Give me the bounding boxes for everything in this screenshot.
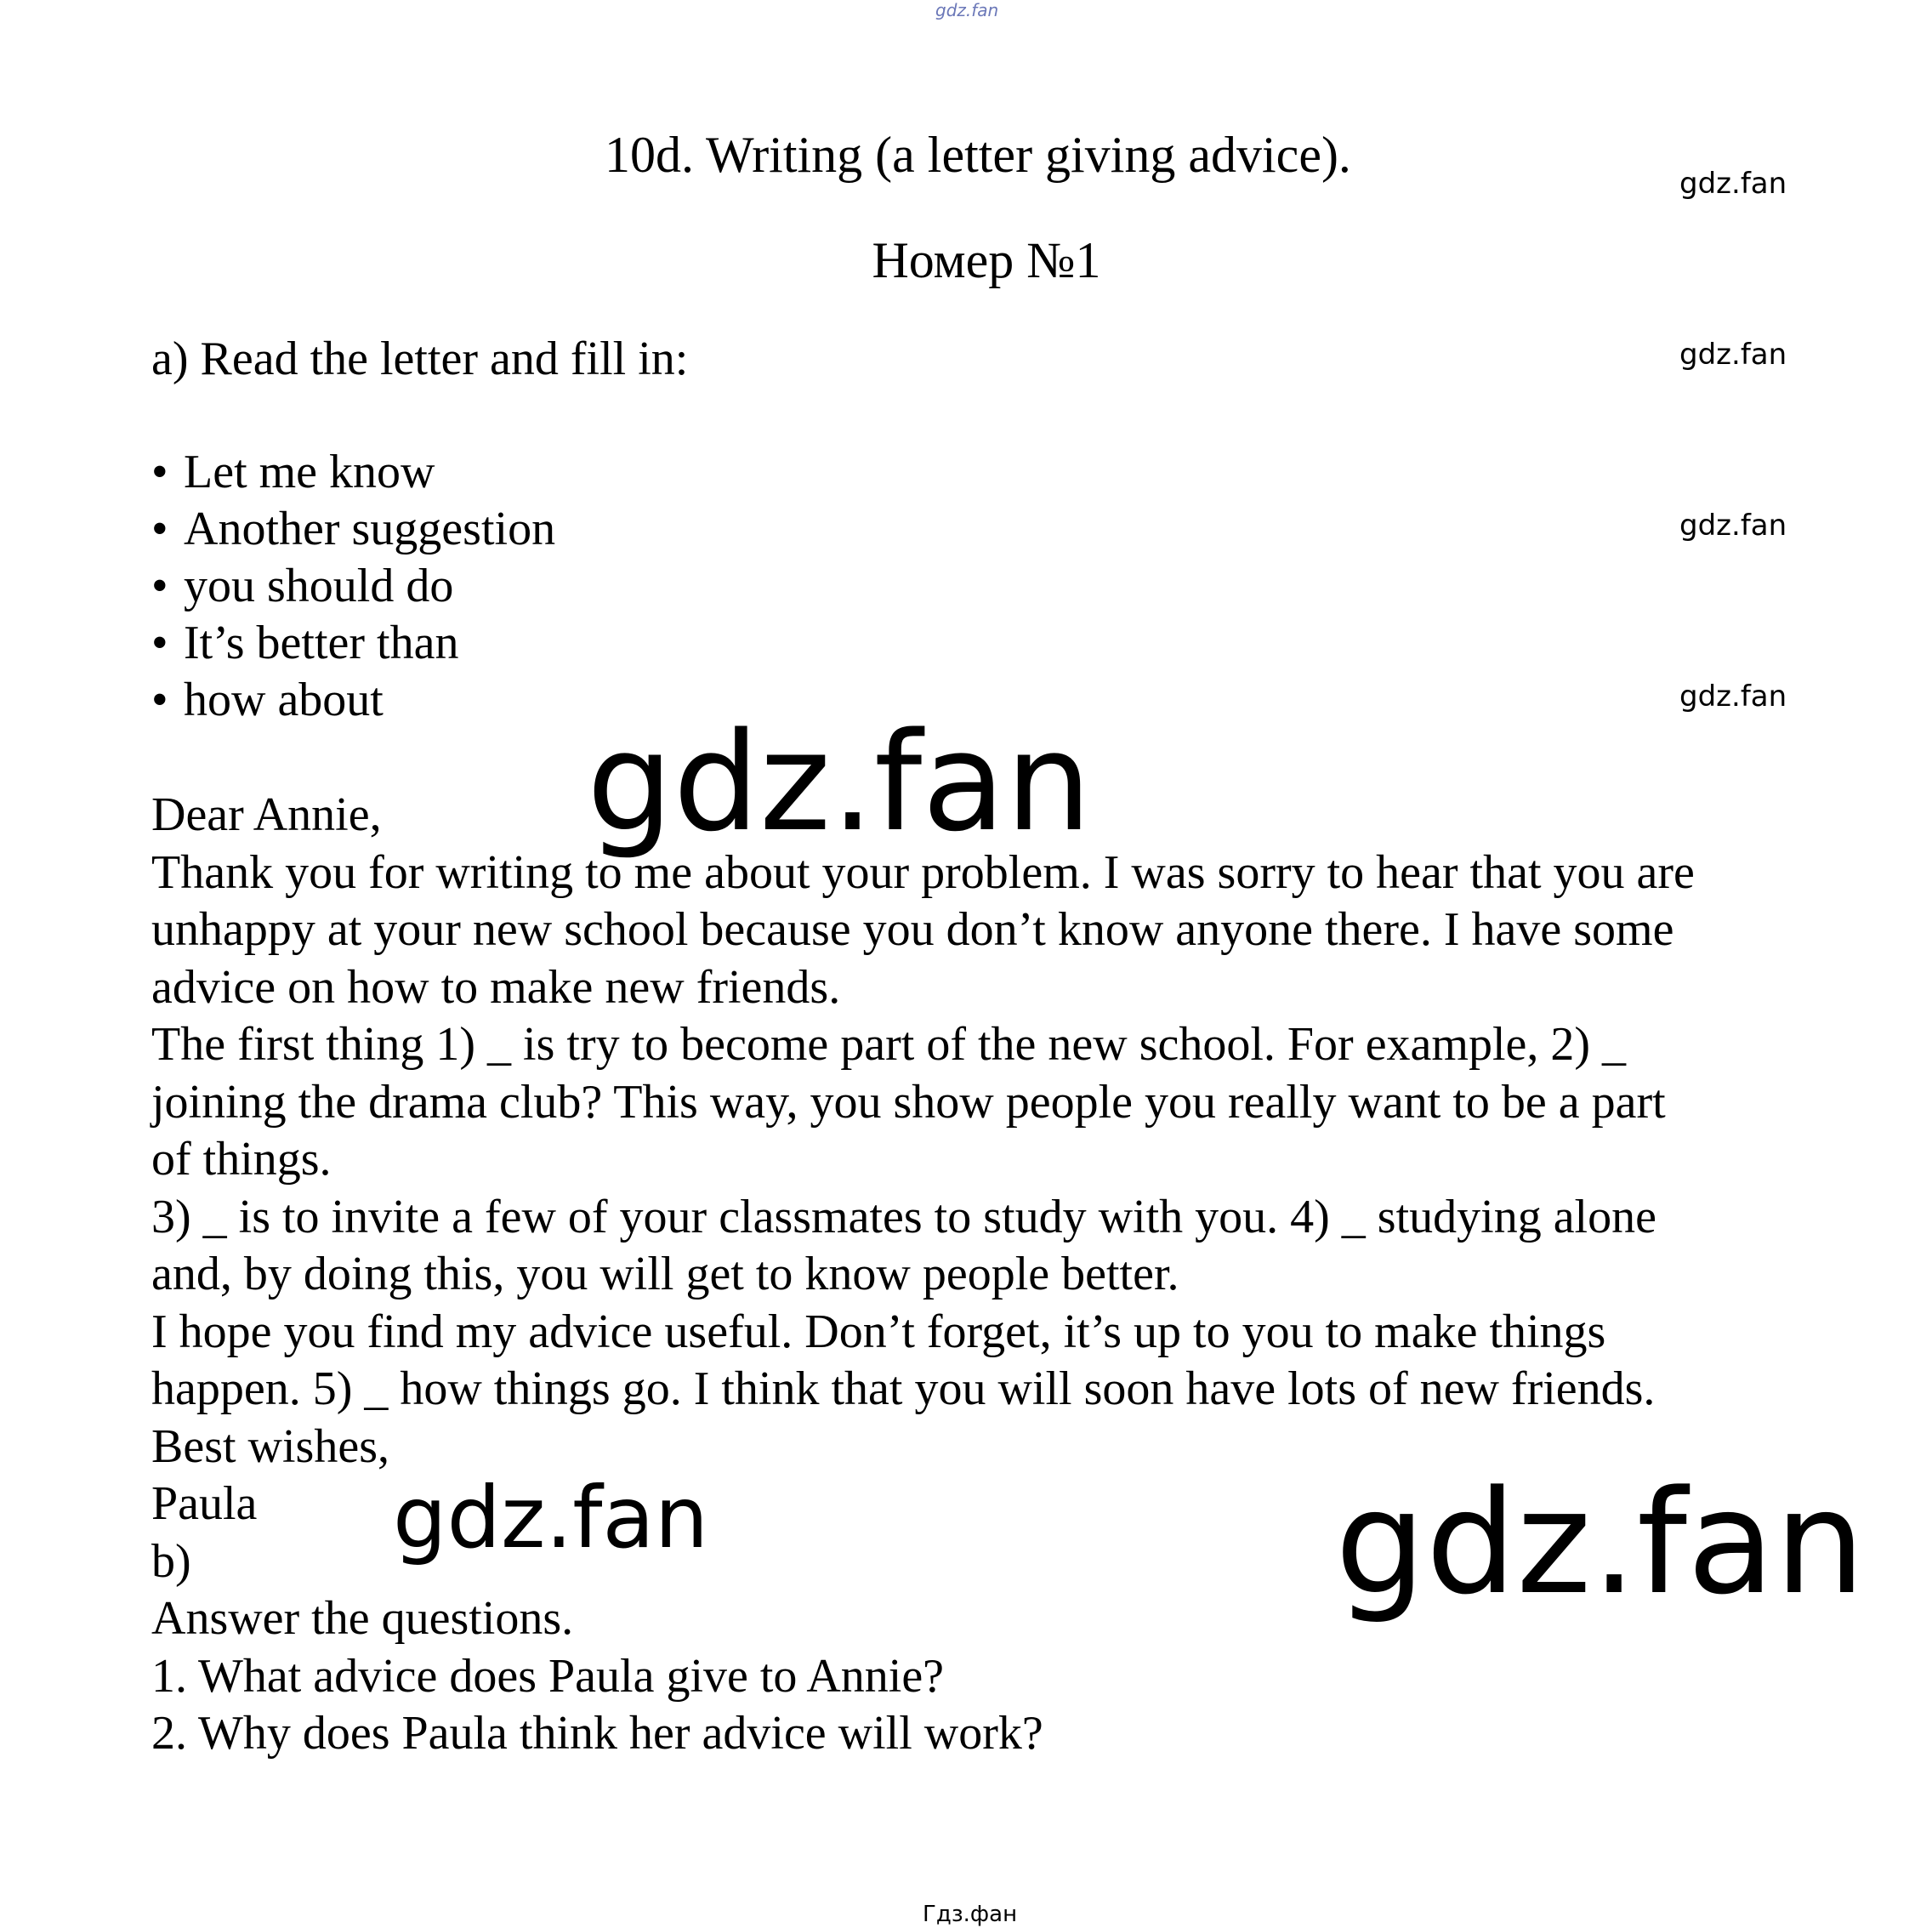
bullet-icon: •	[151, 560, 168, 612]
task-b-instruction: Answer the questions.	[151, 1592, 574, 1645]
watermark-small: gdz.fan	[1679, 338, 1787, 372]
watermark-large: gdz.fan	[587, 702, 1092, 862]
phrase-list	[151, 444, 555, 729]
exercise-number: Номер №1	[872, 232, 1101, 288]
letter-line: The first thing 1) _ is try to become part of the new school. For example, 2) _	[151, 1018, 1627, 1071]
watermark-small: gdz.fan	[1679, 167, 1787, 201]
letter-line: 3) _ is to invite a few of your classmates to study with you. 4) _ studying alone	[151, 1190, 1656, 1243]
watermark-small: gdz.fan	[1679, 680, 1787, 714]
bullet-icon: •	[151, 674, 168, 726]
letter-line: unhappy at your new school because you don’t know anyone there. I have some	[151, 903, 1674, 956]
watermark-large: gdz.fan	[393, 1468, 709, 1567]
letter-line: I hope you find my advice useful. Don’t forget, it’s up to you to make things	[151, 1305, 1606, 1358]
footer-watermark: Гдз.фан	[923, 1902, 1018, 1927]
phrase-item: • Let me know	[151, 444, 555, 501]
letter-signature: Paula	[151, 1477, 258, 1530]
question-2: 2. Why does Paula think her advice will work?	[151, 1707, 1043, 1760]
watermark-large: gdz.fan	[1335, 1459, 1866, 1626]
watermark-small: gdz.fan	[1679, 509, 1787, 543]
letter-line: happen. 5) _ how things go. I think that you will soon have lots of new friends.	[151, 1362, 1656, 1415]
letter-line: Thank you for writing to me about your problem. I was sorry to hear that you are	[151, 845, 1695, 899]
bullet-icon: •	[151, 503, 168, 555]
phrase-item: • you should do	[151, 558, 555, 615]
letter-closing: Best wishes,	[151, 1419, 389, 1473]
task-a-instruction: a) Read the letter and fill in:	[151, 333, 689, 385]
top-watermark: gdz.fan	[935, 0, 999, 20]
letter-line: and, by doing this, you will get to know people better.	[151, 1248, 1179, 1300]
phrase-item: • Another suggestion	[151, 501, 555, 558]
letter-line: of things.	[151, 1133, 332, 1186]
page-title: 10d. Writing (a letter giving advice).	[605, 127, 1351, 183]
letter-greeting: Dear Annie,	[151, 788, 382, 841]
letter-line: joining the drama club? This way, you show people you really want to be a part	[151, 1075, 1666, 1129]
task-b-label: b)	[151, 1534, 191, 1588]
bullet-icon: •	[151, 446, 168, 498]
bullet-icon: •	[151, 617, 168, 669]
letter-line: advice on how to make new friends.	[151, 960, 841, 1014]
question-1: 1. What advice does Paula give to Annie?	[151, 1649, 945, 1703]
phrase-item: • It’s better than	[151, 615, 555, 672]
phrase-item: • how about	[151, 672, 555, 729]
